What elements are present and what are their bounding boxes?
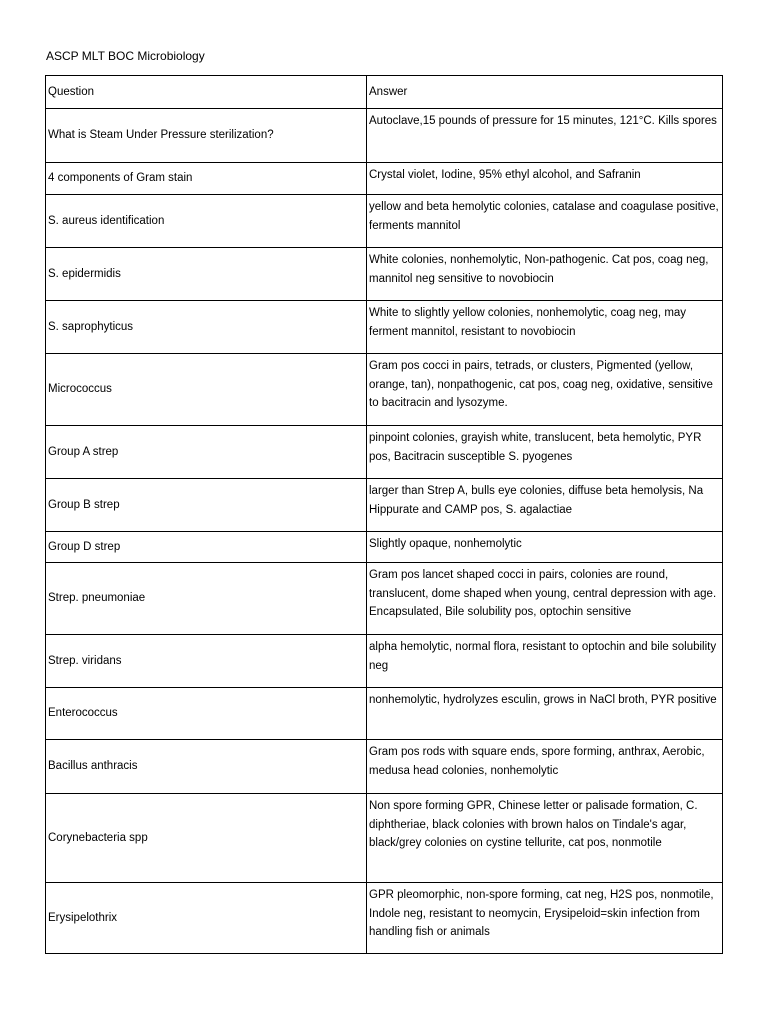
- table-header-row: [46, 76, 723, 109]
- table-row: [46, 563, 723, 635]
- question-cell: What is Steam Under Pressure sterilization?: [46, 109, 367, 163]
- question-cell: 4 components of Gram stain: [46, 163, 367, 195]
- answer-cell: pinpoint colonies, grayish white, translucent, beta hemolytic, PYR pos, Bacitracin susceptible S. pyogenes: [367, 426, 723, 479]
- answer-cell: Crystal violet, Iodine, 95% ethyl alcohol, and Safranin: [367, 163, 723, 195]
- table-row: [46, 883, 723, 954]
- question-cell: S. saprophyticus: [46, 301, 367, 354]
- answer-cell: White to slightly yellow colonies, nonhemolytic, coag neg, may ferment mannitol, resistant to novobiocin: [367, 301, 723, 354]
- table-row: [46, 479, 723, 532]
- answer-cell: larger than Strep A, bulls eye colonies, diffuse beta hemolysis, Na Hippurate and CAMP pos, S. agalactiae: [367, 479, 723, 532]
- table-row: [46, 195, 723, 248]
- question-cell: Enterococcus: [46, 688, 367, 740]
- question-cell: Group D strep: [46, 532, 367, 563]
- answer-cell: nonhemolytic, hydrolyzes esculin, grows in NaCl broth, PYR positive: [367, 688, 723, 740]
- answer-cell: Gram pos lancet shaped cocci in pairs, colonies are round, translucent, dome shaped when young, central depression with age. Encapsulated, Bile solubility pos, optochin sensitive: [367, 563, 723, 635]
- qa-table: [45, 75, 723, 954]
- answer-cell: Slightly opaque, nonhemolytic: [367, 532, 723, 563]
- answer-cell: Gram pos rods with square ends, spore forming, anthrax, Aerobic, medusa head colonies, nonhemolytic: [367, 740, 723, 794]
- table-row: [46, 688, 723, 740]
- table-row: [46, 794, 723, 883]
- answer-cell: Non spore forming GPR, Chinese letter or palisade formation, C. diphtheriae, black colonies with brown halos on Tindale's agar, black/grey colonies on cystine tellurite, cat pos, nonmotile: [367, 794, 723, 883]
- table-row: [46, 248, 723, 301]
- question-cell: S. aureus identification: [46, 195, 367, 248]
- table-row: [46, 740, 723, 794]
- question-cell: Erysipelothrix: [46, 883, 367, 954]
- answer-cell: yellow and beta hemolytic colonies, catalase and coagulase positive, ferments mannitol: [367, 195, 723, 248]
- question-cell: Strep. viridans: [46, 635, 367, 688]
- answer-cell: alpha hemolytic, normal flora, resistant to optochin and bile solubility neg: [367, 635, 723, 688]
- table-row: [46, 301, 723, 354]
- table-row: [46, 109, 723, 163]
- page-title: ASCP MLT BOC Microbiology: [46, 49, 205, 63]
- table-row: [46, 532, 723, 563]
- question-cell: Micrococcus: [46, 354, 367, 426]
- table-row: [46, 635, 723, 688]
- answer-cell: GPR pleomorphic, non-spore forming, cat neg, H2S pos, nonmotile, Indole neg, resistant to neomycin, Erysipeloid=skin infection from handling fish or animals: [367, 883, 723, 954]
- answer-cell: Autoclave,15 pounds of pressure for 15 minutes, 121°C. Kills spores: [367, 109, 723, 163]
- table-row: [46, 426, 723, 479]
- question-cell: S. epidermidis: [46, 248, 367, 301]
- question-cell: Group B strep: [46, 479, 367, 532]
- table-row: [46, 163, 723, 195]
- question-cell: Strep. pneumoniae: [46, 563, 367, 635]
- question-column-header: Question: [46, 76, 367, 109]
- question-cell: Group A strep: [46, 426, 367, 479]
- answer-cell: White colonies, nonhemolytic, Non-pathogenic. Cat pos, coag neg, mannitol neg sensitive to novobiocin: [367, 248, 723, 301]
- question-cell: Bacillus anthracis: [46, 740, 367, 794]
- answer-column-header: Answer: [367, 76, 723, 109]
- answer-cell: Gram pos cocci in pairs, tetrads, or clusters, Pigmented (yellow, orange, tan), nonpathogenic, cat pos, coag neg, oxidative, sensitive to bacitracin and lysozyme.: [367, 354, 723, 426]
- question-cell: Corynebacteria spp: [46, 794, 367, 883]
- table-row: [46, 354, 723, 426]
